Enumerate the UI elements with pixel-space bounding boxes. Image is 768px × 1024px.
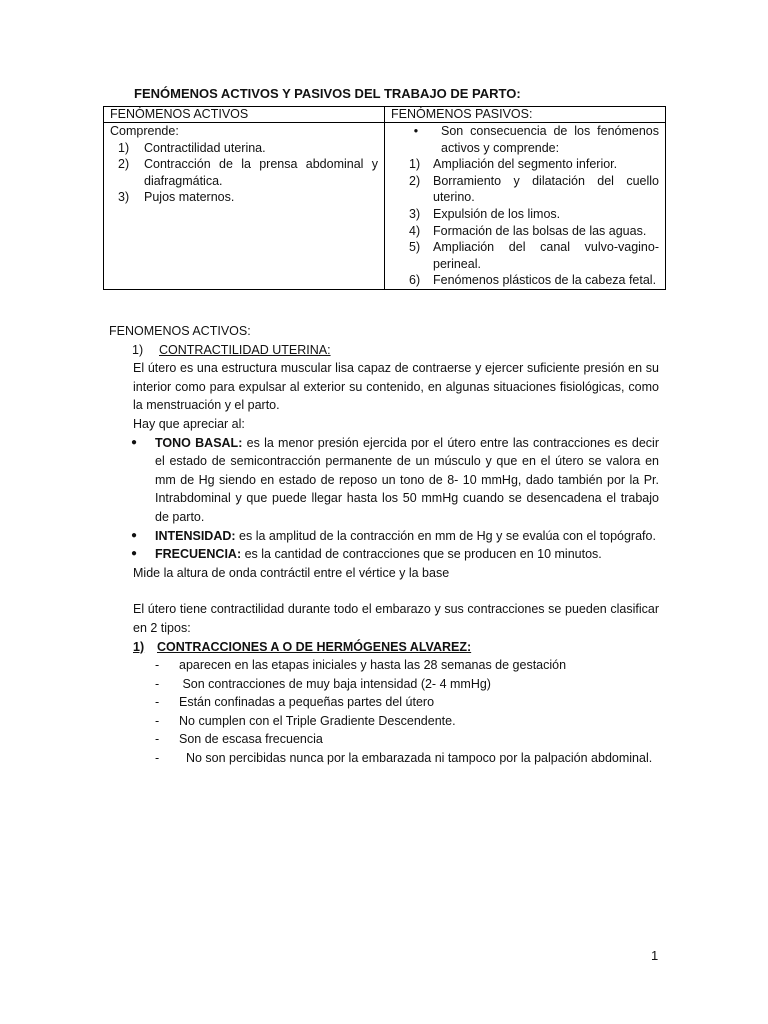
list-item: - Están confinadas a pequeñas partes del útero: [155, 695, 435, 710]
bullet-icon: ●: [131, 548, 138, 560]
list-item: 5) Ampliación del canal vulvo-vagino-perineal.: [409, 240, 659, 271]
paragraph: El útero es una estructura muscular lisa capaz de contraerse y ejercer suficiente presión en su interior como para expulsar al exterior su contenido, en algunas situaciones fisiológicas, como la menstruación y el parto.: [133, 361, 659, 413]
list-item: ● INTENSIDAD: es la amplitud de la contracción en mm de Hg y se evalúa con el topógrafo.: [109, 527, 659, 546]
list-item: 6) Fenómenos plásticos de la cabeza fetal.: [409, 273, 657, 288]
passive-list: [391, 156, 659, 289]
list-item: 1) Contractilidad uterina.: [118, 140, 266, 155]
passive-intro: • Son consecuencia de los fenómenos activos y comprende:: [391, 123, 659, 156]
list-item: 2) Contracción de la prensa abdominal y diafragmática.: [118, 157, 378, 188]
section-heading: FENOMENOS ACTIVOS:: [109, 324, 251, 338]
dash-list: [109, 656, 659, 768]
active-phenomena-section: [109, 322, 659, 768]
list-item: 1) Ampliación del segmento inferior.: [409, 157, 618, 172]
active-intro: Comprende:: [110, 124, 179, 138]
bullet-icon: ●: [131, 436, 138, 448]
comparison-table: [103, 106, 666, 290]
list-item: - No son percibidas nunca por la embarazada ni tampoco por la palpación abdominal.: [155, 751, 653, 766]
paragraph: Hay que apreciar al:: [133, 416, 245, 431]
table-header-passive: FENÓMENOS PASIVOS:: [385, 107, 666, 123]
subsection-heading-contractility: 1) CONTRACTILIDAD UTERINA:: [132, 342, 331, 357]
list-item: - No cumplen con el Triple Gradiente Descendente.: [155, 713, 456, 728]
paragraph: El útero tiene contractilidad durante todo el embarazo y sus contracciones se pueden clasificar en 2 tipos:: [133, 602, 659, 635]
list-item: - Son contracciones de muy baja intensidad (2- 4 mmHg): [155, 676, 491, 691]
list-item: - Son de escasa frecuencia: [155, 732, 323, 747]
list-item: ● FRECUENCIA: es la cantidad de contracciones que se producen en 10 minutos.: [109, 545, 659, 564]
document-title: FENÓMENOS ACTIVOS Y PASIVOS DEL TRABAJO DE PARTO:: [134, 86, 521, 101]
bullet-list: [109, 434, 659, 564]
table-header-active: FENÓMENOS ACTIVOS: [104, 107, 385, 123]
list-item: 4) Formación de las bolsas de las aguas.: [409, 223, 647, 238]
list-item: 2) Borramiento y dilatación del cuello uterino.: [409, 173, 659, 205]
list-item: 3) Pujos maternos.: [118, 190, 235, 205]
active-list: [110, 140, 378, 206]
bullet-icon: ●: [131, 529, 138, 541]
list-item: - aparecen en las etapas iniciales y hasta las 28 semanas de gestación: [155, 658, 567, 673]
passive-cell: [385, 123, 666, 290]
paragraph: Mide la altura de onda contráctil entre el vértice y la base: [133, 565, 450, 580]
list-item: ● TONO BASAL: es la menor presión ejercida por el útero entre las contracciones es decir el estado de semicontracción permanente de un músculo y que en el útero se valora en mm de Hg siendo en estado de reposo un tono de 8- 10 mmHg, dado también por la Pr. Intrabdominal y que puede llegar hasta los 50 mmHg cuando se desencadena el trabajo de parto.: [109, 434, 659, 527]
active-cell: [104, 123, 385, 290]
bullet-icon: •: [413, 124, 419, 138]
list-item: 3) Expulsión de los limos.: [409, 206, 561, 221]
subsection-heading-contractions: 1) CONTRACCIONES A O DE HERMÓGENES ALVAREZ:: [133, 639, 472, 654]
page-number: 1: [651, 948, 659, 963]
